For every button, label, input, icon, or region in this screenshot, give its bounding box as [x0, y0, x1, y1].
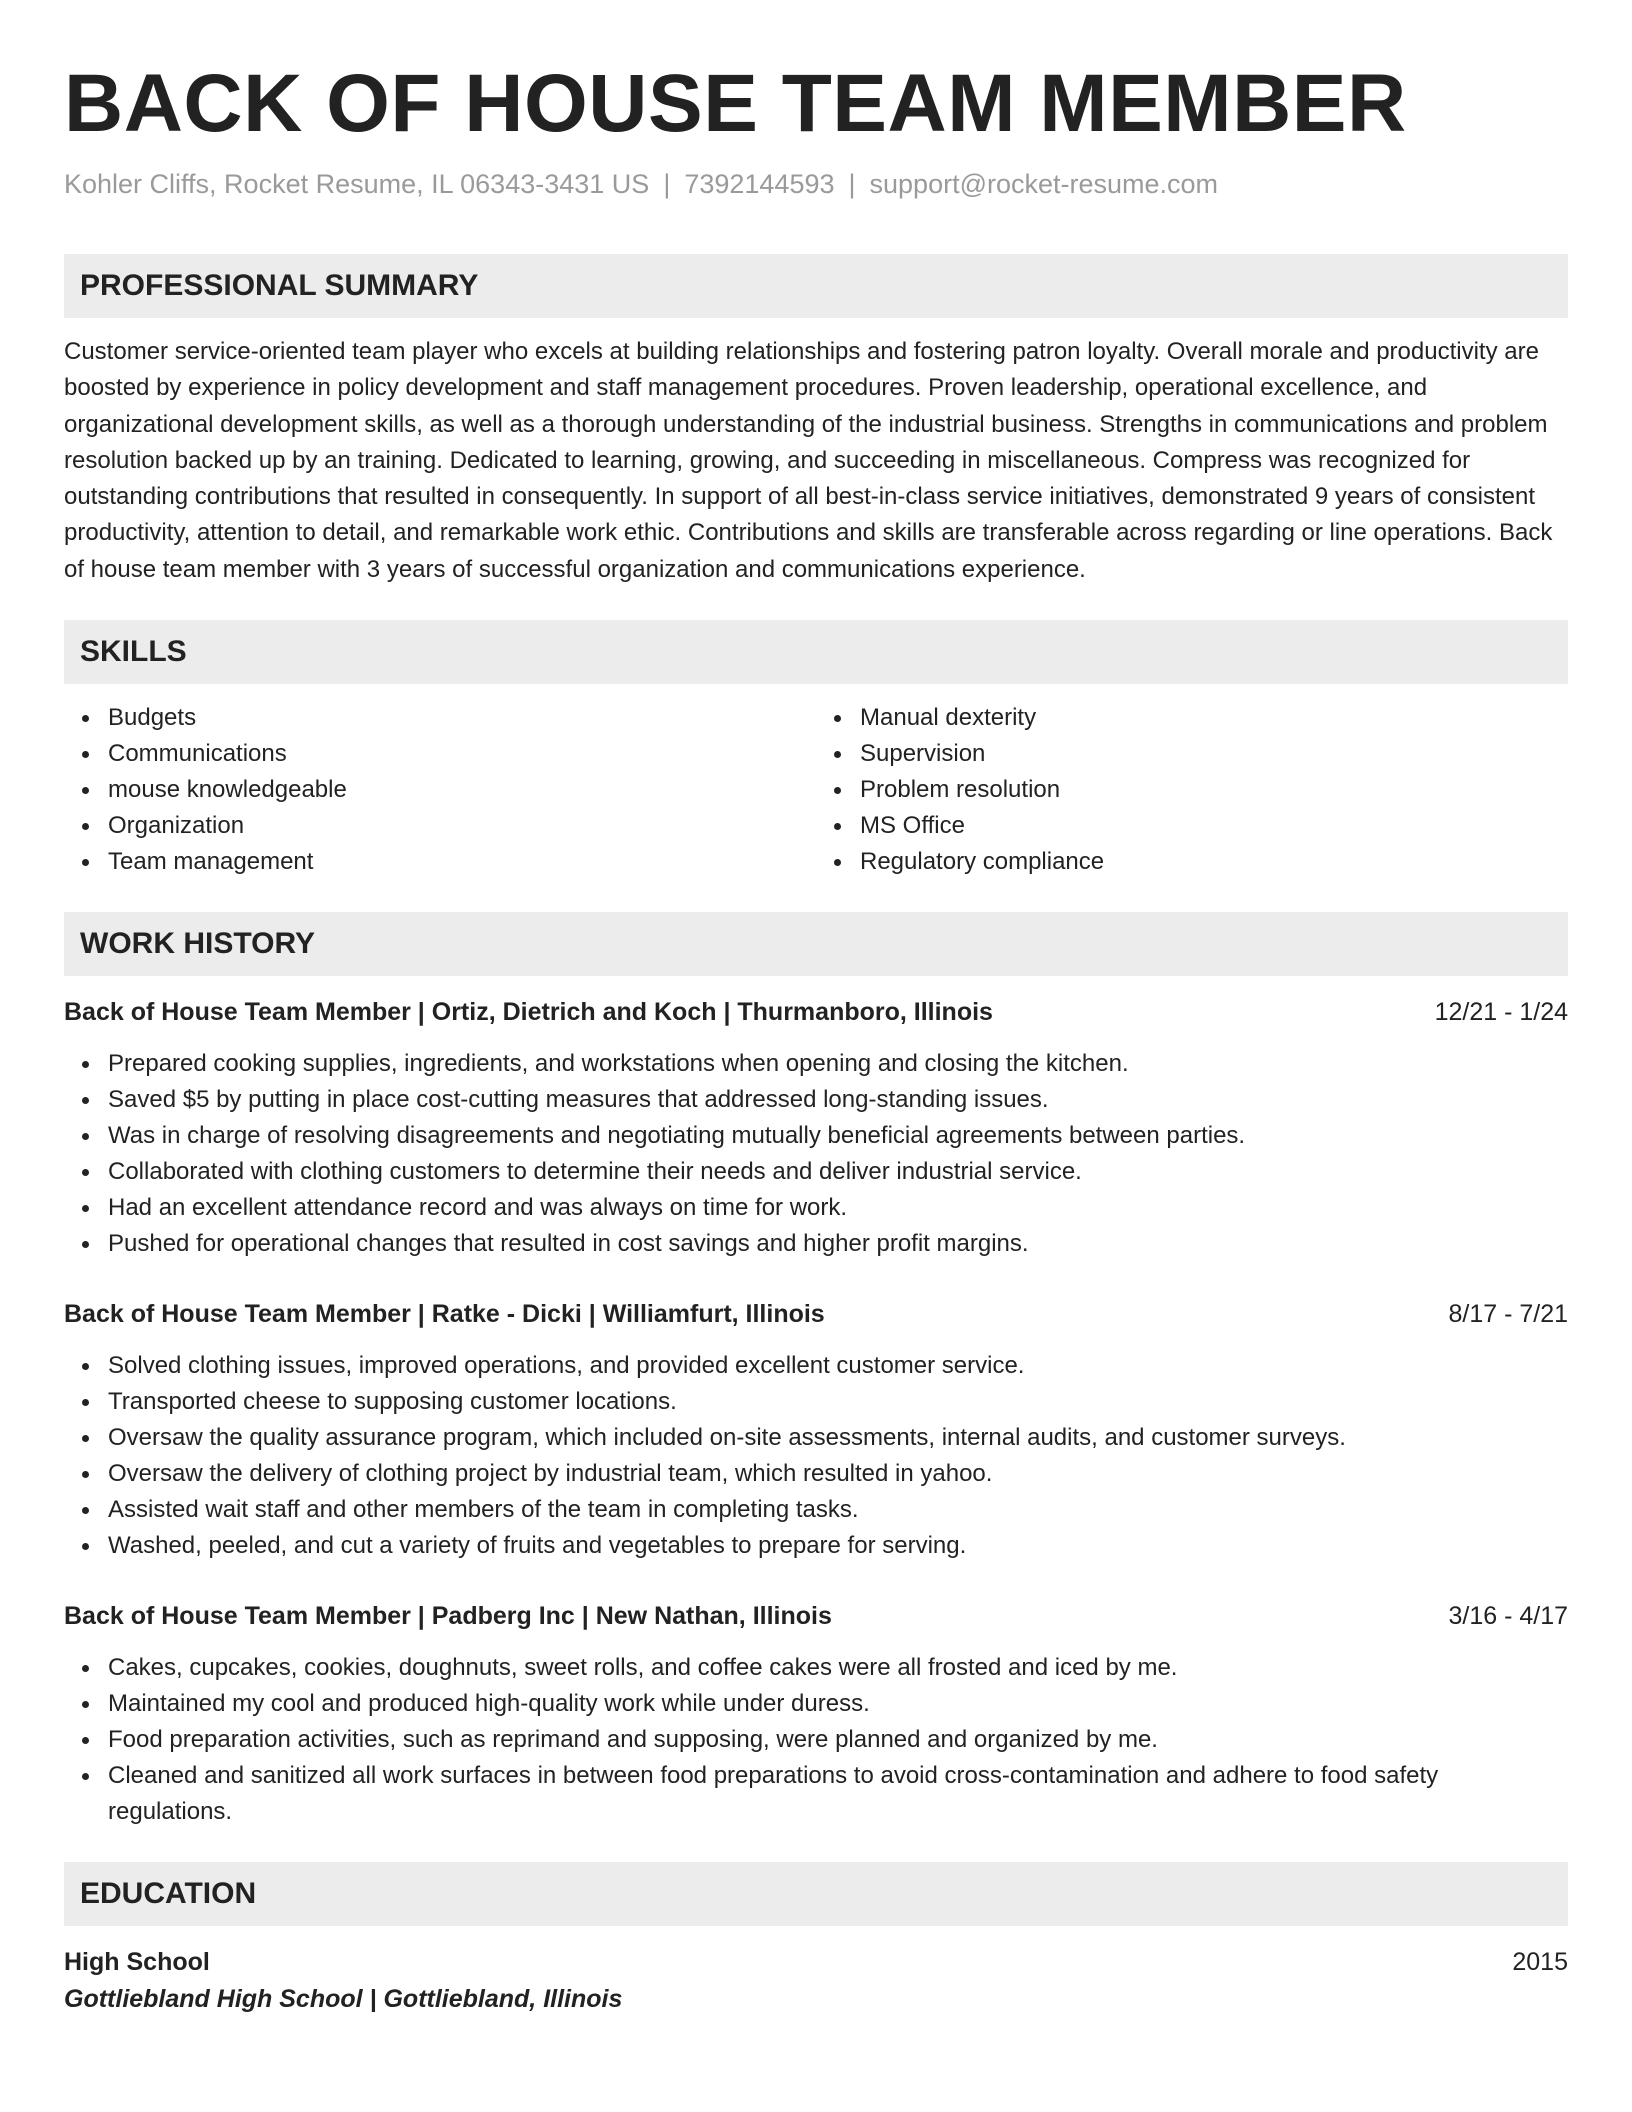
job-heading: Back of House Team Member | Ortiz, Dietrich and Koch | Thurmanboro, Illinois [64, 998, 993, 1027]
skills-column-right [816, 700, 1568, 880]
skill-item: Problem resolution [860, 772, 1568, 808]
skill-item: Budgets [108, 700, 816, 736]
summary-text: Customer service-oriented team player who excels at building relationships and fostering patron loyalty. Overall morale and productivity are boosted by experience in policy development and staff management procedures. Proven leadership, operational excellence, and organizational development skills, as well as a thorough understanding of the industrial business. Strengths in communications and problem resolution backed up by an training. Dedicated to learning, growing, and succeeding in miscellaneous. Compress was recognized for outstanding contributions that resulted in consequently. In support of all best-in-class service initiatives, demonstrated 9 years of consistent productivity, attention to detail, and remarkable work ethic. Contributions and skills are transferable across regarding or line operations. Back of house team member with 3 years of successful organization and communications experience. [64, 338, 1553, 583]
education-heading-row [64, 1944, 1568, 1980]
job-entry [64, 994, 1568, 1262]
contact-address: Kohler Cliffs, Rocket Resume, IL 06343-3431 US [64, 169, 650, 199]
skill-item: mouse knowledgeable [108, 772, 816, 808]
skill-item: Organization [108, 808, 816, 844]
job-dates: 3/16 - 4/17 [1448, 1602, 1568, 1631]
education-degree: High School [64, 1948, 210, 1977]
skill-item: Supervision [860, 736, 1568, 772]
skills-list [64, 700, 1568, 880]
education-year: 2015 [1512, 1948, 1568, 1977]
skill-item: MS Office [860, 808, 1568, 844]
job-bullet: Had an excellent attendance record and was always on time for work. [108, 1190, 1568, 1226]
skill-item: Team management [108, 844, 816, 880]
job-bullets [64, 1348, 1568, 1564]
education-entry [64, 1944, 1568, 2018]
job-heading-row [64, 1598, 1568, 1634]
job-bullet: Washed, peeled, and cut a variety of fruits and vegetables to prepare for serving. [108, 1528, 1568, 1564]
skill-item: Manual dexterity [860, 700, 1568, 736]
job-heading-row [64, 1296, 1568, 1332]
skill-item: Communications [108, 736, 816, 772]
job-bullet: Food preparation activities, such as reprimand and supposing, were planned and organized by me. [108, 1722, 1568, 1758]
job-dates: 12/21 - 1/24 [1434, 998, 1568, 1027]
skills-column-left [64, 700, 816, 880]
job-bullet: Prepared cooking supplies, ingredients, and workstations when opening and closing the kitchen. [108, 1046, 1568, 1082]
education-school: Gottliebland High School | Gottliebland, Illinois [64, 1985, 623, 2014]
job-bullet: Maintained my cool and produced high-quality work while under duress. [108, 1686, 1568, 1722]
job-bullet: Transported cheese to supposing customer locations. [108, 1384, 1568, 1420]
skill-item: Regulatory compliance [860, 844, 1568, 880]
job-heading: Back of House Team Member | Padberg Inc | New Nathan, Illinois [64, 1602, 832, 1631]
contact-phone: 7392144593 [684, 169, 835, 199]
job-bullet: Oversaw the quality assurance program, which included on-site assessments, internal audits, and customer surveys. [108, 1420, 1568, 1456]
job-bullet: Cleaned and sanitized all work surfaces in between food preparations to avoid cross-contamination and adhere to food safety regulations. [108, 1758, 1568, 1830]
job-bullet: Assisted wait staff and other members of the team in completing tasks. [108, 1492, 1568, 1528]
job-heading: Back of House Team Member | Ratke - Dicki | Williamfurt, Illinois [64, 1300, 825, 1329]
section-header-work-history: WORK HISTORY [64, 912, 1568, 976]
section-header-summary: PROFESSIONAL SUMMARY [64, 254, 1568, 318]
job-entry [64, 1296, 1568, 1564]
section-header-skills: SKILLS [64, 620, 1568, 684]
job-bullet: Collaborated with clothing customers to determine their needs and deliver industrial service. [108, 1154, 1568, 1190]
job-bullet: Oversaw the delivery of clothing project by industrial team, which resulted in yahoo. [108, 1456, 1568, 1492]
job-entry [64, 1598, 1568, 1830]
job-bullet: Cakes, cupcakes, cookies, doughnuts, sweet rolls, and coffee cakes were all frosted and iced by me. [108, 1650, 1568, 1686]
job-dates: 8/17 - 7/21 [1448, 1300, 1568, 1329]
contact-separator: | [848, 169, 856, 199]
job-bullets [64, 1046, 1568, 1262]
section-header-education: EDUCATION [64, 1862, 1568, 1926]
contact-email: support@rocket-resume.com [869, 169, 1219, 199]
contact-separator: | [663, 169, 671, 199]
job-bullet: Pushed for operational changes that resulted in cost savings and higher profit margins. [108, 1226, 1568, 1262]
candidate-name: BACK OF HOUSE TEAM MEMBER [64, 58, 1407, 149]
contact-line [64, 166, 1568, 202]
job-bullets [64, 1650, 1568, 1830]
job-bullet: Saved $5 by putting in place cost-cutting measures that addressed long-standing issues. [108, 1082, 1568, 1118]
job-bullet: Was in charge of resolving disagreements and negotiating mutually beneficial agreements between parties. [108, 1118, 1568, 1154]
job-heading-row [64, 994, 1568, 1030]
job-bullet: Solved clothing issues, improved operations, and provided excellent customer service. [108, 1348, 1568, 1384]
